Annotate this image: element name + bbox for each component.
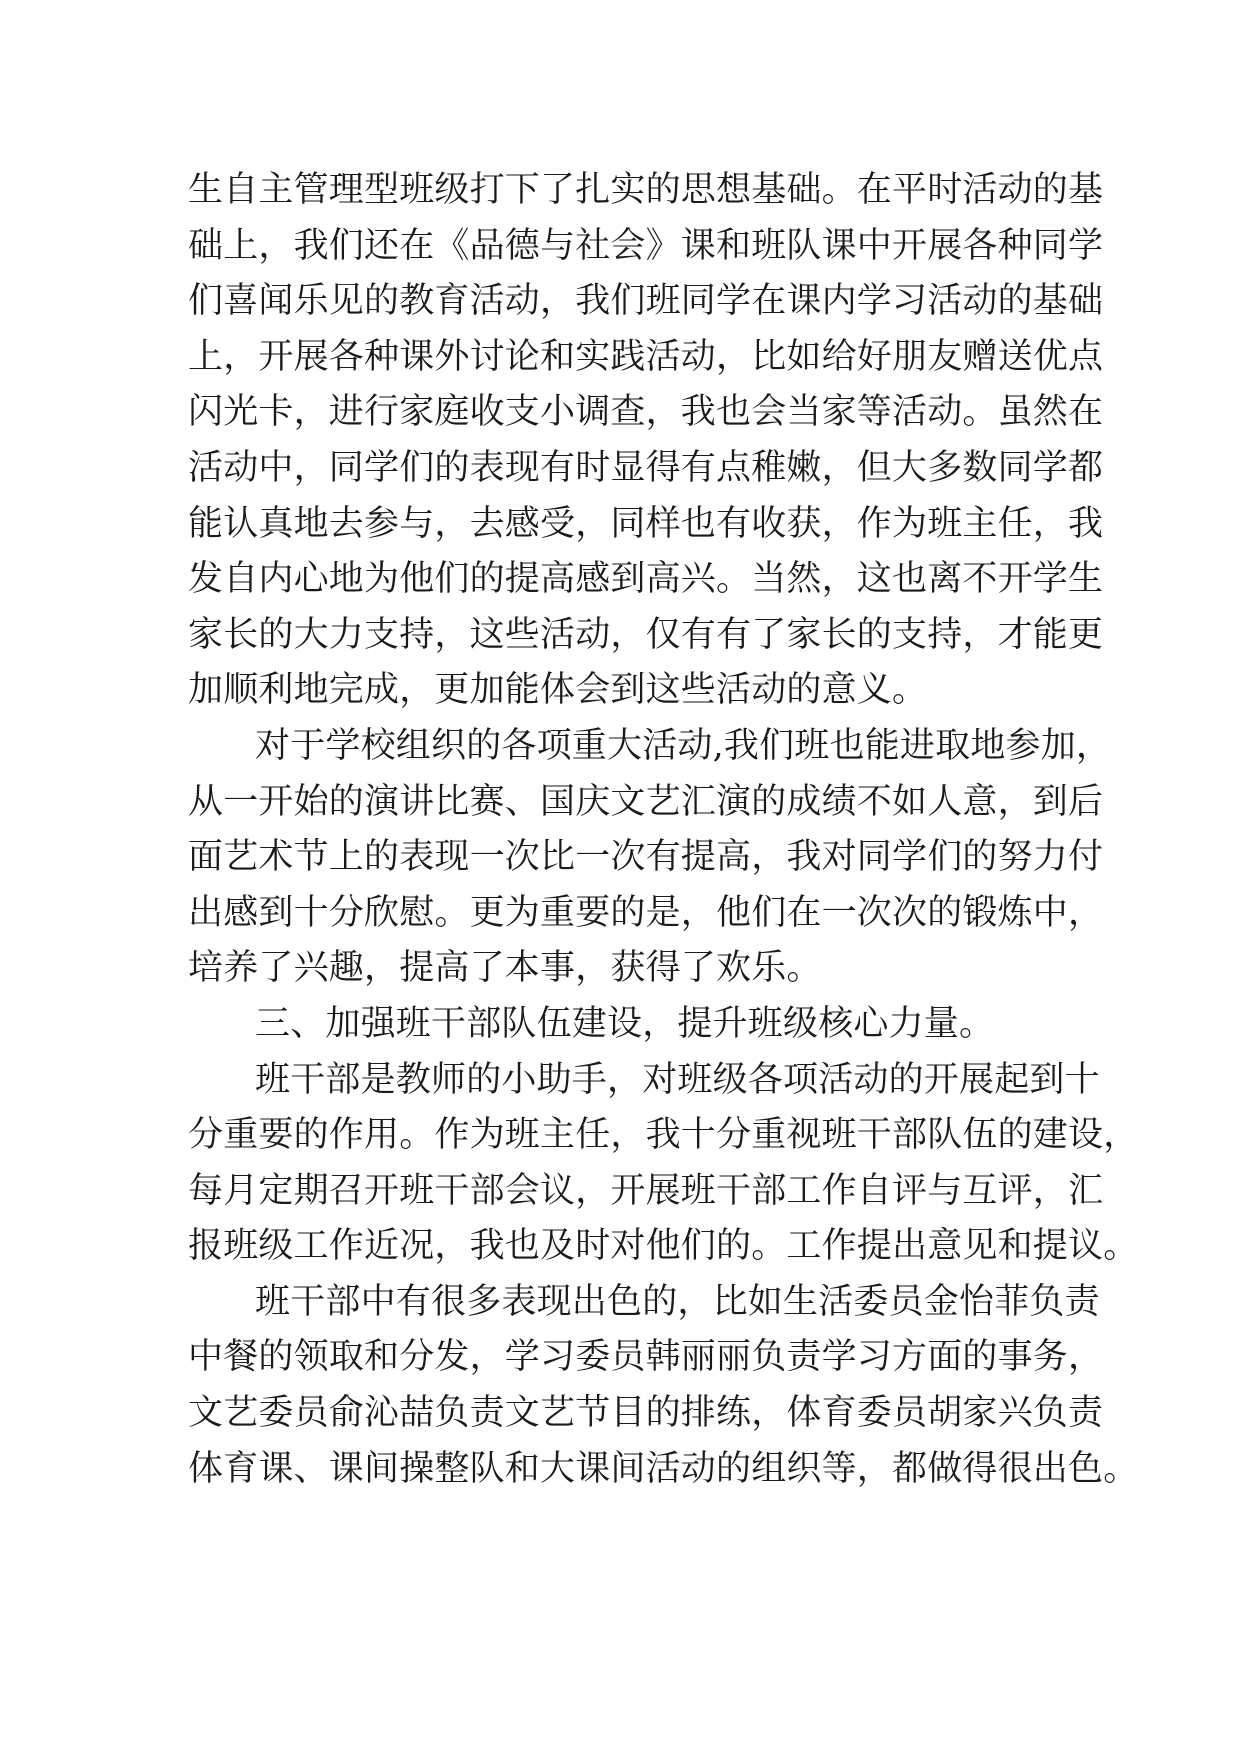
body-text-line: 分重要的作用。作为班主任，我十分重视班干部队伍的建设， xyxy=(188,1115,1139,1156)
body-text-line: 发自内心地为他们的提高感到高兴。当然，这也离不开学生 xyxy=(188,559,1104,600)
paragraph-end-line: 报班级工作近况，我也及时对他们的。工作提出意见和提议。 xyxy=(188,1226,1139,1267)
body-text-line: 中餐的领取和分发，学习委员韩丽丽负责学习方面的事务， xyxy=(188,1337,1104,1378)
body-text-line: 家长的大力支持，这些活动，仅有有了家长的支持，才能更 xyxy=(188,614,1104,655)
paragraph-end-line: 培养了兴趣，提高了本事，获得了欢乐。 xyxy=(188,948,822,989)
paragraph-end-line: 加顺利地完成，更加能体会到这些活动的意义。 xyxy=(188,670,928,711)
body-text-line: 出感到十分欣慰。更为重要的是，他们在一次次的锻炼中， xyxy=(188,892,1104,933)
body-text-line: 能认真地去参与，去感受，同样也有收获，作为班主任，我 xyxy=(188,503,1104,544)
body-text-line: 从一开始的演讲比赛、国庆文艺汇演的成绩不如人意，到后 xyxy=(188,781,1104,822)
body-text-line: 每月定期召开班干部会议，开展班干部工作自评与互评，汇 xyxy=(188,1170,1104,1211)
paragraph-start-line: 班干部中有很多表现出色的，比如生活委员金怡菲负责 xyxy=(255,1281,1100,1322)
body-text-line: 们喜闻乐见的教育活动，我们班同学在课内学习活动的基础 xyxy=(188,281,1104,322)
body-text-line: 活动中，同学们的表现有时显得有点稚嫩，但大多数同学都 xyxy=(188,447,1104,488)
body-text-line: 闪光卡，进行家庭收支小调查，我也会当家等活动。虽然在 xyxy=(188,392,1104,433)
document-body xyxy=(188,163,1139,1497)
section-heading: 三、加强班干部队伍建设，提升班级核心力量。 xyxy=(255,1003,995,1044)
body-text-line: 生自主管理型班级打下了扎实的思想基础。在平时活动的基 xyxy=(188,170,1104,210)
body-text-line: 文艺委员俞沁喆负责文艺节目的排练，体育委员胡家兴负责 xyxy=(188,1393,1104,1434)
body-text-line: 上，开展各种课外讨论和实践活动，比如给好朋友赠送优点 xyxy=(188,336,1104,377)
paragraph-start-line: 班干部是教师的小助手，对班级各项活动的开展起到十 xyxy=(255,1059,1100,1100)
body-text-line: 础上，我们还在《品德与社会》课和班队课中开展各种同学 xyxy=(188,225,1104,266)
paragraph-end-line: 体育课、课间操整队和大课间活动的组织等，都做得很出色。 xyxy=(188,1448,1139,1489)
paragraph-start-line: 对于学校组织的各项重大活动,我们班也能进取地参加， xyxy=(255,725,1112,766)
body-text-line: 面艺术节上的表现一次比一次有提高，我对同学们的努力付 xyxy=(188,837,1104,878)
